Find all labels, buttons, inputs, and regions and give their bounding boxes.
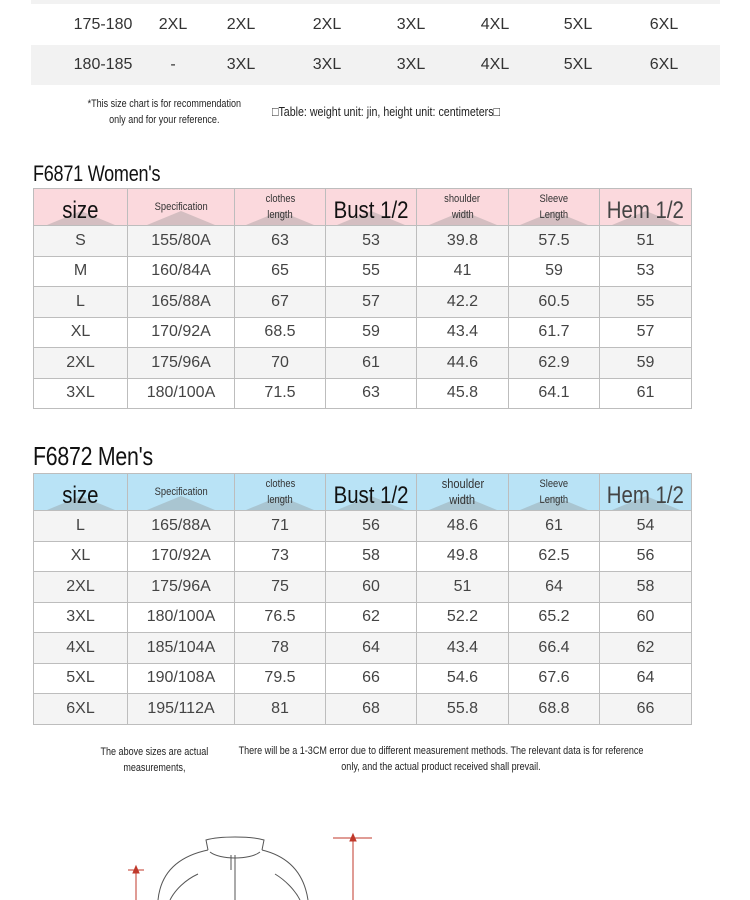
table-cell: 79.5 bbox=[235, 663, 326, 694]
table-cell: 180/100A bbox=[128, 602, 235, 633]
men-section-title: F6872 Men's bbox=[33, 441, 153, 471]
table-cell: 3XL bbox=[34, 602, 128, 633]
note-line: measurements, bbox=[123, 762, 186, 774]
table-row bbox=[34, 511, 692, 542]
table-cell: 62.9 bbox=[509, 348, 600, 379]
table-cell: 68.5 bbox=[235, 317, 326, 348]
garment-sketch bbox=[80, 800, 400, 900]
table-cell: XL bbox=[34, 317, 128, 348]
table-cell: 61 bbox=[600, 378, 692, 409]
table-cell: 180-185 bbox=[73, 56, 133, 73]
table-cell: S bbox=[34, 226, 128, 257]
table-cell: 2XL bbox=[226, 16, 256, 33]
table-cell: 175-180 bbox=[73, 16, 133, 33]
table-cell: 56 bbox=[326, 511, 417, 542]
men-size-table bbox=[33, 473, 692, 725]
table-cell: 51 bbox=[600, 226, 692, 257]
table-cell: 4XL bbox=[480, 16, 510, 33]
units-note: □Table: weight unit: jin, height unit: centimeters□ bbox=[272, 104, 500, 119]
table-cell: XL bbox=[34, 541, 128, 572]
table-cell: 175/96A bbox=[128, 572, 235, 603]
table-cell: 155/80A bbox=[128, 226, 235, 257]
table-cell: 2XL bbox=[34, 572, 128, 603]
table-cell: 71 bbox=[235, 511, 326, 542]
table-row bbox=[34, 317, 692, 348]
header-clothes-length: clothes length bbox=[235, 474, 326, 511]
table-cell: 71.5 bbox=[235, 378, 326, 409]
table-row bbox=[34, 378, 692, 409]
table-cell: 54 bbox=[600, 511, 692, 542]
table-cell: 3XL bbox=[396, 56, 426, 73]
table-cell: M bbox=[34, 256, 128, 287]
table-cell: 65.2 bbox=[509, 602, 600, 633]
table-cell: 165/88A bbox=[128, 287, 235, 318]
table-cell: 185/104A bbox=[128, 633, 235, 664]
table-cell: 2XL bbox=[312, 16, 342, 33]
table-cell: 81 bbox=[235, 694, 326, 725]
table-cell: 68.8 bbox=[509, 694, 600, 725]
note-line: only and for your reference. bbox=[109, 114, 220, 126]
table-cell: 2XL bbox=[158, 16, 188, 33]
header-hem: Hem 1/2 bbox=[600, 189, 692, 226]
table-cell: 62.5 bbox=[509, 541, 600, 572]
table-cell: 6XL bbox=[649, 56, 679, 73]
header-sleeve-length: Sleeve Length bbox=[509, 189, 600, 226]
table-cell: 51 bbox=[417, 572, 509, 603]
table-cell: 3XL bbox=[34, 378, 128, 409]
table-row bbox=[34, 572, 692, 603]
table-cell: 4XL bbox=[480, 56, 510, 73]
table-row bbox=[34, 663, 692, 694]
table-cell: 55 bbox=[326, 256, 417, 287]
table-cell: 43.4 bbox=[417, 633, 509, 664]
table-cell: 62 bbox=[600, 633, 692, 664]
table-row bbox=[34, 256, 692, 287]
table-cell: 60 bbox=[600, 602, 692, 633]
table-cell: 160/84A bbox=[128, 256, 235, 287]
table-cell: 60.5 bbox=[509, 287, 600, 318]
table-cell: 59 bbox=[326, 317, 417, 348]
header-specification: Specification bbox=[128, 189, 235, 226]
table-cell: 67.6 bbox=[509, 663, 600, 694]
note-line: The above sizes are actual bbox=[100, 746, 209, 758]
table-cell: 4XL bbox=[34, 633, 128, 664]
note-line: There will be a 1-3CM error due to different measurement methods. The relevant data is for reference bbox=[238, 745, 644, 757]
table-row bbox=[34, 287, 692, 318]
table-cell: 44.6 bbox=[417, 348, 509, 379]
table-cell: 56 bbox=[600, 541, 692, 572]
header-shoulder-width: shoulder width bbox=[417, 474, 509, 511]
table-cell: 63 bbox=[235, 226, 326, 257]
table-cell: 170/92A bbox=[128, 317, 235, 348]
table-cell: L bbox=[34, 511, 128, 542]
table-cell: 66.4 bbox=[509, 633, 600, 664]
header-specification: Specification bbox=[128, 474, 235, 511]
table-cell: 5XL bbox=[34, 663, 128, 694]
table-cell: 60 bbox=[326, 572, 417, 603]
table-cell: 3XL bbox=[312, 56, 342, 73]
table-cell: 68 bbox=[326, 694, 417, 725]
table-cell: 76.5 bbox=[235, 602, 326, 633]
table-cell: 75 bbox=[235, 572, 326, 603]
table-cell: 54.6 bbox=[417, 663, 509, 694]
women-section-title: F6871 Women's bbox=[33, 161, 161, 186]
header-sleeve-length: Sleeve Length bbox=[509, 474, 600, 511]
table-cell: 58 bbox=[326, 541, 417, 572]
table-cell: 45.8 bbox=[417, 378, 509, 409]
table-cell: - bbox=[170, 56, 176, 73]
table-cell: 65 bbox=[235, 256, 326, 287]
table-cell: 43.4 bbox=[417, 317, 509, 348]
table-cell: 53 bbox=[326, 226, 417, 257]
table-cell: 61 bbox=[509, 511, 600, 542]
recommendation-note bbox=[70, 96, 259, 128]
table-cell: 62 bbox=[326, 602, 417, 633]
table-cell: 53 bbox=[600, 256, 692, 287]
header-size: size bbox=[34, 474, 128, 511]
header-size: size bbox=[34, 189, 128, 226]
table-cell: 64 bbox=[600, 663, 692, 694]
table-cell: 3XL bbox=[226, 56, 256, 73]
table-row-cut bbox=[31, 0, 720, 4]
header-bust: Bust 1/2 bbox=[326, 474, 417, 511]
table-cell: 5XL bbox=[563, 56, 593, 73]
table-cell: 42.2 bbox=[417, 287, 509, 318]
table-cell: L bbox=[34, 287, 128, 318]
table-cell: 48.6 bbox=[417, 511, 509, 542]
table-cell: 3XL bbox=[396, 16, 426, 33]
women-size-table bbox=[33, 188, 692, 409]
actual-measurements-note bbox=[97, 744, 212, 776]
table-cell: 64 bbox=[326, 633, 417, 664]
error-note bbox=[236, 743, 646, 775]
table-cell: 61 bbox=[326, 348, 417, 379]
table-cell: 61.7 bbox=[509, 317, 600, 348]
table-row bbox=[34, 226, 692, 257]
table-cell: 39.8 bbox=[417, 226, 509, 257]
table-cell: 63 bbox=[326, 378, 417, 409]
table-row bbox=[34, 348, 692, 379]
table-cell: 55 bbox=[600, 287, 692, 318]
note-line: only, and the actual product received shall prevail. bbox=[341, 761, 541, 773]
table-row bbox=[34, 694, 692, 725]
table-cell: 195/112A bbox=[128, 694, 235, 725]
table-cell: 165/88A bbox=[128, 511, 235, 542]
table-cell: 73 bbox=[235, 541, 326, 572]
table-cell: 66 bbox=[326, 663, 417, 694]
table-cell: 59 bbox=[600, 348, 692, 379]
table-row bbox=[34, 602, 692, 633]
table-cell: 70 bbox=[235, 348, 326, 379]
header-bust: Bust 1/2 bbox=[326, 189, 417, 226]
table-cell: 190/108A bbox=[128, 663, 235, 694]
table-cell: 67 bbox=[235, 287, 326, 318]
table-cell: 175/96A bbox=[128, 348, 235, 379]
table-row bbox=[31, 45, 720, 85]
table-row bbox=[34, 541, 692, 572]
table-cell: 66 bbox=[600, 694, 692, 725]
table-cell: 5XL bbox=[563, 16, 593, 33]
table-cell: 2XL bbox=[34, 348, 128, 379]
table-cell: 58 bbox=[600, 572, 692, 603]
table-cell: 57.5 bbox=[509, 226, 600, 257]
table-cell: 49.8 bbox=[417, 541, 509, 572]
header-shoulder-width: shoulder width bbox=[417, 189, 509, 226]
table-cell: 180/100A bbox=[128, 378, 235, 409]
table-cell: 57 bbox=[326, 287, 417, 318]
header-clothes-length: clothes length bbox=[235, 189, 326, 226]
table-cell: 6XL bbox=[649, 16, 679, 33]
table-cell: 170/92A bbox=[128, 541, 235, 572]
table-cell: 52.2 bbox=[417, 602, 509, 633]
table-cell: 59 bbox=[509, 256, 600, 287]
table-cell: 78 bbox=[235, 633, 326, 664]
header-hem: Hem 1/2 bbox=[600, 474, 692, 511]
table-row bbox=[31, 5, 720, 45]
table-cell: 57 bbox=[600, 317, 692, 348]
table-cell: 41 bbox=[417, 256, 509, 287]
note-line: *This size chart is for recommendation bbox=[87, 98, 241, 110]
table-cell: 64.1 bbox=[509, 378, 600, 409]
table-cell: 64 bbox=[509, 572, 600, 603]
table-cell: 6XL bbox=[34, 694, 128, 725]
table-cell: 55.8 bbox=[417, 694, 509, 725]
table-row bbox=[34, 633, 692, 664]
